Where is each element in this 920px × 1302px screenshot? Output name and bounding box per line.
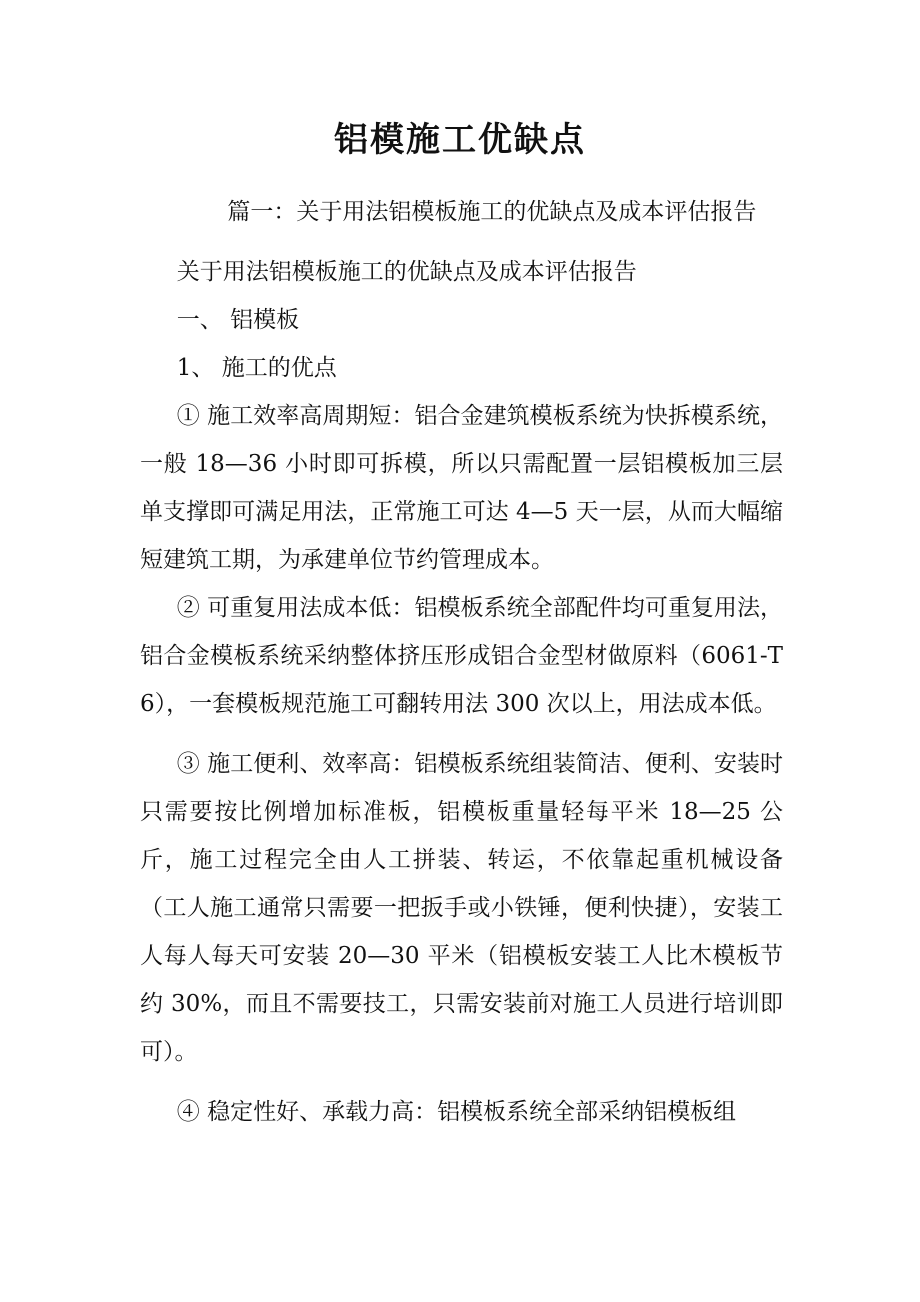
advantage-paragraph-2: ② 可重复用法成本低：铝模板系统全部配件均可重复用法，铝合金模板系统采纳整体挤压形成铝合金型材做原料（6061-T6），一套模板规范施工可翻转用法 300 次以上，用法成本低。 [140, 595, 783, 717]
document-title: 铝模施工优缺点 [334, 120, 586, 160]
subsection-heading: 1、 施工的优点 [176, 355, 337, 381]
advantage-paragraph-3: ③ 施工便利、效率高：铝模板系统组装简洁、便利、安装时只需要按比例增加标准板，铝模板重量轻每平米 18—25 公斤，施工过程完全由人工拼装、转运，不依靠起重机械设备（工人施工通常只需要一把扳手或小铁锤，便利快捷），安装工人每人每天可安装 20—30 平米（铝模板安装工人比木模板节约 30%，而且不需要技工，只需安装前对施工人员进行培训即可）。 [140, 751, 783, 1065]
chapter-heading: 一、 铝模板 [176, 307, 300, 333]
advantage-paragraph-4: ④ 稳定性好、承载力高：铝模板系统全部采纳铝模板组 [176, 1099, 737, 1125]
report-title-line: 关于用法铝模板施工的优缺点及成本评估报告 [176, 259, 637, 285]
paragraph-gap [140, 728, 783, 740]
paragraph-gap [140, 1076, 783, 1088]
document-body [140, 188, 783, 1136]
section-heading-part-one: 篇一：关于用法铝模板施工的优缺点及成本评估报告 [227, 199, 757, 225]
paragraph-gap [140, 236, 783, 248]
advantage-paragraph-1: ① 施工效率高周期短：铝合金建筑模板系统为快拆模系统，一般 18—36 小时即可拆模，所以只需配置一层铝模板加三层单支撑即可满足用法，正常施工可达 4—5 天一层，从而大幅缩短建筑工期，为承建单位节约管理成本。 [140, 403, 783, 573]
